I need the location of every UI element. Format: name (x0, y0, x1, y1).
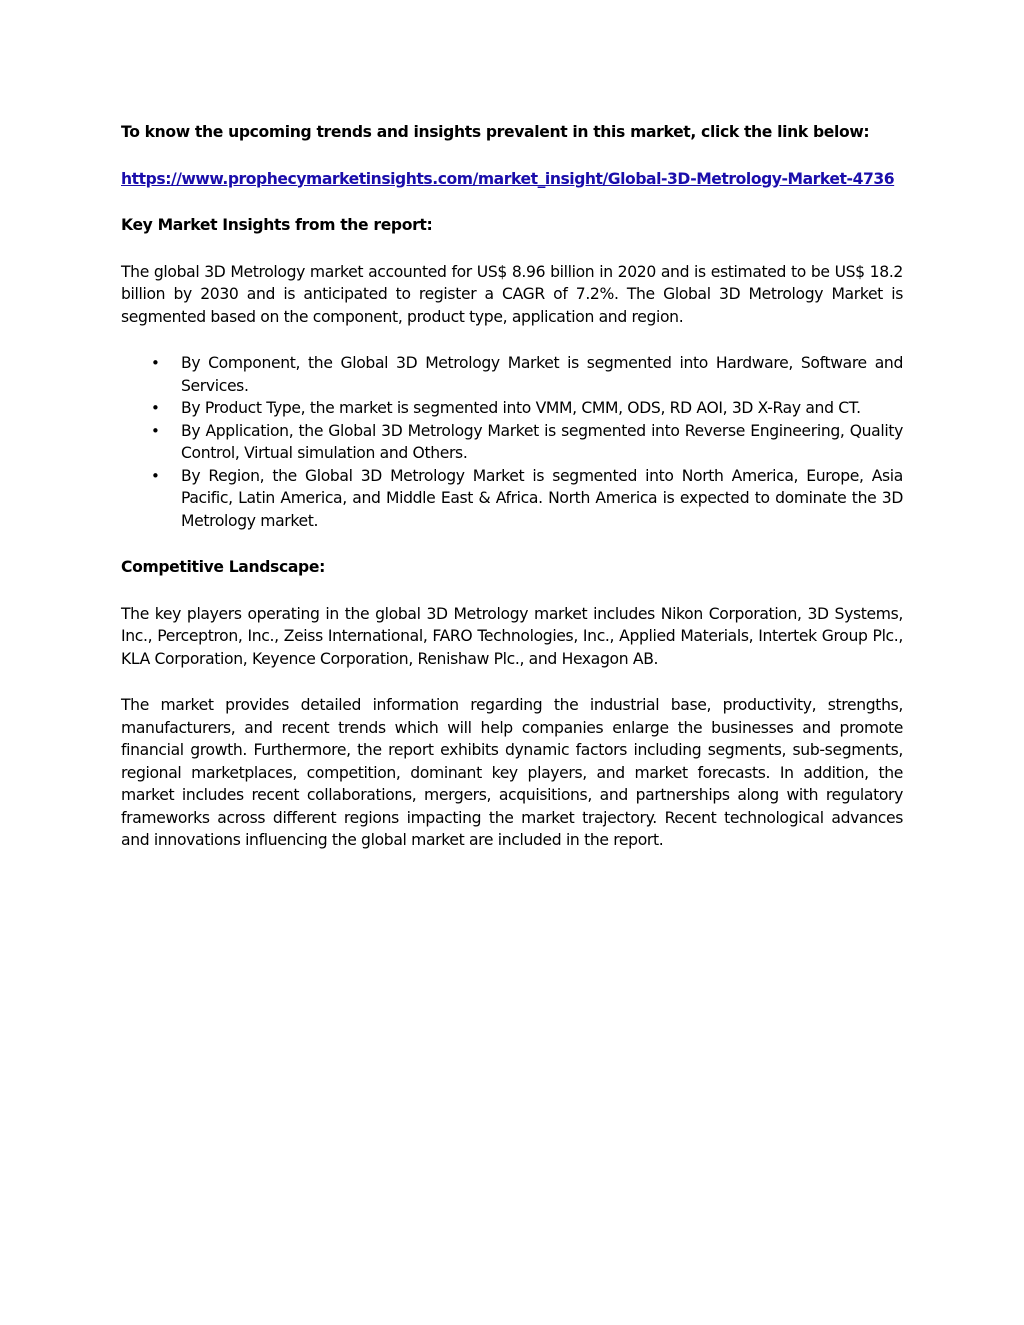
bullet-text: By Region, the Global 3D Metrology Market is segmented into North America, Europe, Asia Pacific, Latin America, and Middle East & Africa. North America is expected to dominate the 3D Metrology market. (181, 466, 903, 530)
bullet-item-component (121, 352, 903, 397)
report-link[interactable]: https://www.prophecymarketinsights.com/market_insight/Global-3D-Metrology-Market-4736 (121, 169, 895, 188)
spacer (121, 532, 903, 556)
intro-text: To know the upcoming trends and insights prevalent in this market, click the link below: (121, 123, 870, 141)
spacer (121, 237, 903, 261)
spacer (121, 579, 903, 603)
bullet-item-application (121, 420, 903, 465)
competitive-paragraph-market: The market provides detailed information regarding the industrial base, productivity, strengths, manufacturers, and recent trends which will help companies enlarge the businesses and promote financial growth. Furthermore, the report exhibits dynamic factors including segments, sub-segments, regional marketplaces, competition, dominant key players, and market forecasts. In addition, the market includes recent collaborations, mergers, acquisitions, and partnerships along with regulatory frameworks across different regions impacting the market trajectory. Recent technological advances and innovations influencing the global market are included in the report. (121, 696, 903, 849)
key-insights-paragraph: The global 3D Metrology market accounted for US$ 8.96 billion in 2020 and is estimated to be US$ 18.2 billion by 2030 and is anticipated to register a CAGR of 7.2%. The Global 3D Metrology Market is segmented based on the component, product type, application and region. (121, 262, 903, 326)
bullet-item-region (121, 465, 903, 533)
key-insights-heading: Key Market Insights from the report: (121, 216, 433, 234)
bullet-icon: • (151, 354, 160, 372)
segment-bullet-list (121, 352, 903, 532)
bullet-text: By Product Type, the market is segmented into VMM, CMM, ODS, RD AOI, 3D X-Ray and CT. (181, 399, 861, 417)
bullet-item-product-type (121, 397, 903, 420)
spacer (121, 670, 903, 694)
spacer (121, 144, 903, 168)
bullet-icon: • (151, 466, 160, 485)
bullet-icon: • (151, 421, 160, 440)
bullet-icon: • (151, 399, 160, 417)
bullet-text: By Application, the Global 3D Metrology Market is segmented into Reverse Engineering, Quality Control, Virtual simulation and Others. (181, 421, 903, 462)
spacer (121, 190, 903, 214)
competitive-paragraph-players: The key players operating in the global 3D Metrology market includes Nikon Corporation, 3D Systems, Inc., Perceptron, Inc., Zeiss International, FARO Technologies, Inc., Applied Materials, Intertek Group Plc., KLA Corporation, Keyence Corporation, Renishaw Plc., and Hexagon AB. (121, 604, 903, 668)
link-paragraph (121, 168, 903, 191)
competitive-heading: Competitive Landscape: (121, 558, 325, 576)
spacer (121, 328, 903, 352)
document-body (121, 121, 903, 852)
bullet-text: By Component, the Global 3D Metrology Market is segmented into Hardware, Software and Services. (181, 354, 903, 395)
